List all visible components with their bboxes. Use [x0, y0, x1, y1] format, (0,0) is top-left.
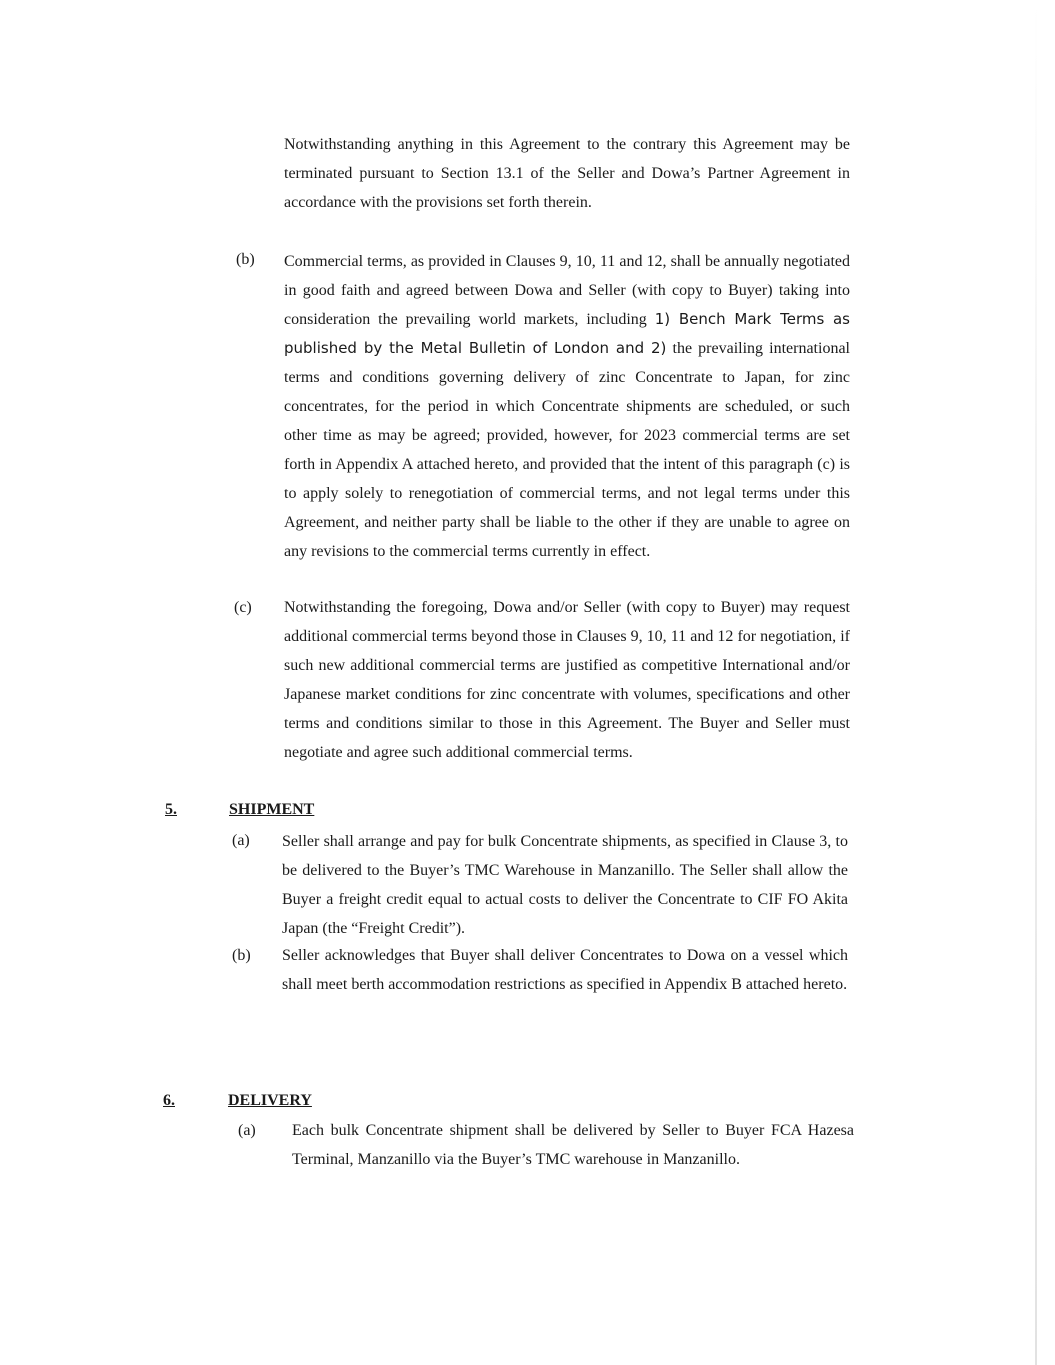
- section-5-item-b-marker: (b): [232, 947, 251, 964]
- clause-c-text: Notwithstanding the foregoing, Dowa and/or Seller (with copy to Buyer) may request additional commercial terms beyond those in Clauses 9, 10, 11 and 12 for negotiation, if such new additional commercial terms are justified as competitive International and/or Japanese market conditions for zinc concentrate with volumes, specifications and other terms and conditions similar to those in this Agreement. The Buyer and Seller must negotiate and agree such additional commercial terms.: [284, 599, 850, 761]
- section-5-item-b-text: Seller acknowledges that Buyer shall deliver Concentrates to Dowa on a vessel which shall meet berth accommodation restrictions as specified in Appendix B attached hereto.: [282, 947, 848, 993]
- section-6-item-a-marker: (a): [238, 1122, 256, 1139]
- intro-paragraph: Notwithstanding anything in this Agreement to the contrary this Agreement may be terminated pursuant to Section 13.1 of the Seller and Dowa’s Partner Agreement in accordance with the provisions set forth therein.: [284, 136, 850, 211]
- clause-b-text-part2: 1) Bench Mark Terms as published by the Metal Bulletin of London and 2): [284, 310, 850, 357]
- clause-b-text-part1: Commercial terms, as provided in Clauses 9, 10, 11 and 12, shall be annually negotiated in good faith and agreed between Dowa and Seller (with copy to Buyer) taking into consideration the prevailing world markets, including: [284, 253, 850, 328]
- section-6-number: 6.: [163, 1092, 175, 1109]
- clause-b-text-part3: the prevailing international terms and conditions governing delivery of zinc Concentrate to Japan, for zinc concentrates, for the period in which Concentrate shipments are scheduled, or such other time as may be agreed; provided, however, for 2023 commercial terms are set forth in Appendix A attached hereto, and provided that the intent of this paragraph (c) is to apply solely to renegotiation of commercial terms, and not legal terms under this Agreement, and neither party shall be liable to the other if they are unable to agree on any revisions to the commercial terms currently in effect.: [284, 340, 850, 560]
- clause-c-marker: (c): [234, 599, 252, 616]
- clause-b-text: [284, 247, 850, 566]
- clause-b-marker: (b): [236, 251, 255, 268]
- section-6-title: DELIVERY: [228, 1092, 312, 1109]
- section-6-item-a-text: Each bulk Concentrate shipment shall be delivered by Seller to Buyer FCA Hazesa Terminal, Manzanillo via the Buyer’s TMC warehouse in Manzanillo.: [292, 1122, 854, 1168]
- section-5-item-a-marker: (a): [232, 832, 250, 849]
- section-5-title: SHIPMENT: [229, 801, 315, 818]
- section-5-item-a-text: Seller shall arrange and pay for bulk Concentrate shipments, as specified in Clause 3, to be delivered to the Buyer’s TMC Warehouse in Manzanillo. The Seller shall allow the Buyer a freight credit equal to actual costs to deliver the Concentrate to CIF FO Akita Japan (the “Freight Credit”).: [282, 833, 848, 937]
- section-5-number: 5.: [165, 801, 177, 818]
- page-edge: [1035, 0, 1037, 1365]
